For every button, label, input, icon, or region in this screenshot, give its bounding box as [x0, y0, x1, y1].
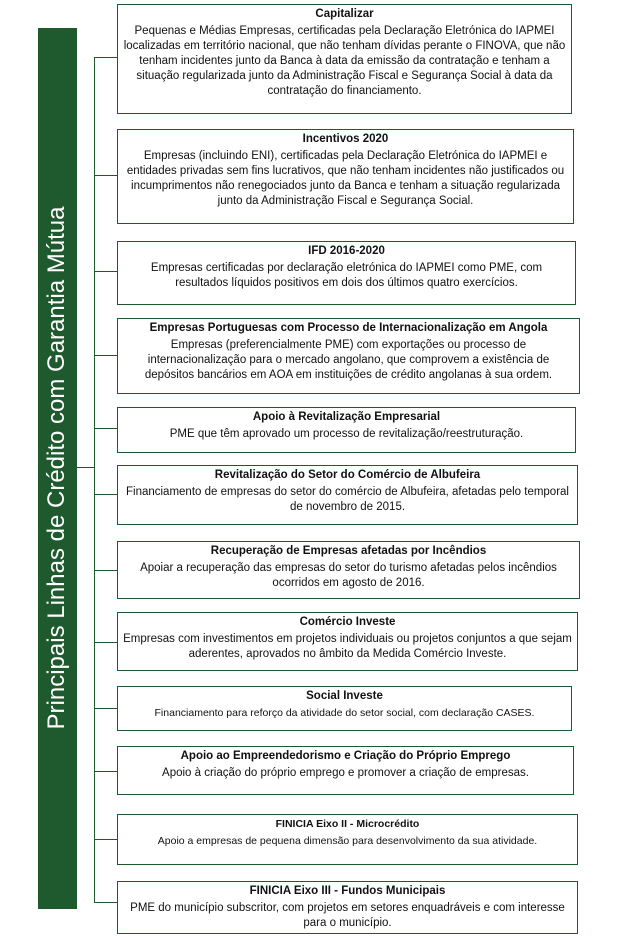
credit-line-description: Apoiar a recuperação das empresas do setor do turismo afetadas pelos incêndios ocorridos em agosto de 2016.: [140, 562, 557, 589]
credit-line-description: PME que têm aprovado um processo de revitalização/reestruturação.: [169, 428, 524, 440]
credit-line-box: [117, 241, 576, 305]
credit-line-title: FINICIA Eixo II - Microcrédito: [275, 818, 420, 830]
connector-branch: [94, 771, 117, 772]
credit-line-description: Empresas (incluindo ENI), certificadas pela Declaração Eletrónica do IAPMEI e entidades privadas sem fins lucrativos, que não tenham incidentes não justificados ou incumprimentos não renegociados junto da Banca e tenham a situação regularizada junto da Administração Fiscal e Segurança Social.: [126, 150, 565, 207]
credit-line-box: [117, 541, 580, 599]
connector-branch: [94, 902, 117, 903]
connector-branch: [94, 57, 117, 58]
connector-spine: [94, 57, 95, 902]
credit-line-title: Social Investe: [306, 690, 383, 702]
connector-branch: [94, 708, 117, 709]
credit-line-box: [117, 686, 572, 731]
credit-line-box: [117, 881, 578, 934]
credit-line-title: Incentivos 2020: [302, 133, 389, 145]
credit-line-description: Empresas certificadas por declaração eletrónica do IAPMEI como PME, com resultados líquidos positivos em dois dos últimos quatro exercícios.: [150, 262, 543, 289]
connector-branch: [94, 175, 117, 176]
connector-branch: [94, 839, 117, 840]
credit-line-box: [117, 318, 580, 394]
credit-line-title: Apoio ao Empreendedorismo e Criação do Próprio Emprego: [180, 750, 511, 762]
credit-line-box: [117, 746, 574, 795]
credit-line-description: Financiamento para reforço da atividade do setor social, com declaração CASES.: [154, 707, 535, 719]
credit-line-title: IFD 2016-2020: [308, 245, 385, 257]
credit-line-box: [117, 465, 578, 525]
credit-line-box: [117, 612, 578, 671]
credit-line-title: FINICIA Eixo III - Fundos Municipais: [249, 885, 446, 897]
credit-line-title: Empresas Portuguesas com Processo de Internacionalização em Angola: [149, 322, 548, 334]
credit-line-title: Recuperação de Empresas afetadas por Incêndios: [210, 545, 487, 557]
credit-line-description: Financiamento de empresas do setor do comércio de Albufeira, afetadas pelo temporal de novembro de 2015.: [125, 486, 569, 513]
credit-line-box: [117, 4, 572, 114]
credit-line-title: Capitalizar: [315, 8, 374, 20]
credit-line-description: PME do município subscritor, com projetos em setores enquadráveis e com interesse para o município.: [130, 902, 565, 929]
connector-branch: [94, 428, 117, 429]
connector-branch: [94, 642, 117, 643]
credit-line-box: [117, 814, 578, 865]
connector-branch: [94, 570, 117, 571]
connector-branch: [94, 494, 117, 495]
credit-line-title: Apoio à Revitalização Empresarial: [252, 411, 441, 423]
connector-root: [77, 467, 94, 468]
credit-line-description: Apoio à criação do próprio emprego e promover a criação de empresas.: [162, 767, 529, 779]
credit-line-box: [117, 129, 574, 224]
credit-line-title: Revitalização do Setor do Comércio de Albufeira: [214, 469, 481, 481]
credit-line-description: Empresas (preferencialmente PME) com exportações ou processo de internacionalização para o mercado angolano, que comprovem a existência de depósitos bancários em AOA em instituições de crédito angolanas à sua ordem.: [144, 339, 553, 381]
credit-line-box: [117, 407, 576, 453]
credit-line-title: Comércio Investe: [299, 616, 396, 628]
credit-line-description: Pequenas e Médias Empresas, certificadas pela Declaração Eletrónica do IAPMEI localizadas em território nacional, que não tenham dívidas perante o FINOVA, que não tenham incidentes junto da Banca à data da emissão da contratação e tenham a situação regularizada junto da Administração Fiscal e Segurança Social à data da contratação do financiamento.: [123, 25, 566, 97]
connector-branch: [94, 355, 117, 356]
diagram-title: Principais Linhas de Crédito com Garantia Mútua: [43, 206, 70, 730]
credit-line-description: Apoio a empresas de pequena dimensão para desenvolvimento da sua atividade.: [157, 835, 538, 847]
connector-branch: [94, 271, 117, 272]
credit-line-description: Empresas com investimentos em projetos individuais ou projetos conjuntos a que sejam aderentes, aprovados no âmbito da Medida Comércio Investe.: [123, 633, 572, 660]
